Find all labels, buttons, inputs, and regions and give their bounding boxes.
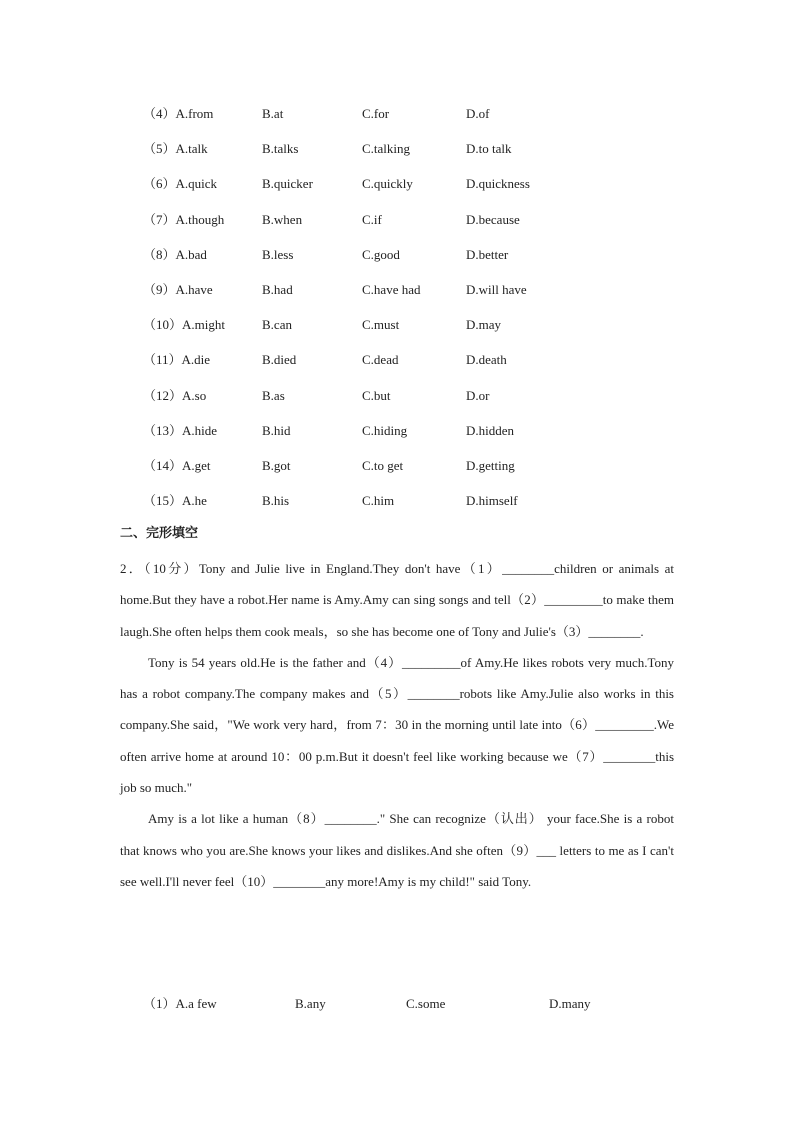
paragraph-1-text: Tony and Julie live in England.They don't have（1）________children or animals at home.But they have a robot.Her name is Amy.Amy can sing songs and tell（2）_________to make them laugh.She often helps them cook meals，so she has become one of Tony and Julie's（3）________. bbox=[120, 561, 674, 639]
option-d: D.may bbox=[466, 317, 502, 333]
cloze-question bbox=[120, 553, 674, 897]
option-a-text: A.so bbox=[182, 387, 207, 403]
option-row bbox=[0, 280, 794, 300]
question-score: （10分） bbox=[144, 561, 199, 576]
option-number: （5） bbox=[143, 141, 176, 157]
option-c: C.good bbox=[362, 246, 400, 262]
option-b: B.talks bbox=[262, 141, 299, 157]
option-row bbox=[0, 350, 794, 370]
option-number: （8） bbox=[143, 246, 176, 262]
option-d: D.death bbox=[466, 352, 507, 368]
paragraph-3: Amy is a lot like a human（8）________." She can recognize（认出） your face.She is a robot that knows who you are.She knows your likes and dislikes.And she often（9）___ letters to me as I can't see well.I'll never feel（10）________any more!Amy is my child!" said Tony. bbox=[120, 811, 674, 889]
option-d: D.quickness bbox=[466, 176, 530, 192]
option-row bbox=[0, 245, 794, 265]
q1-option-d: D.many bbox=[549, 996, 591, 1011]
option-a bbox=[143, 421, 217, 441]
option-row bbox=[0, 104, 794, 124]
option-a bbox=[143, 210, 224, 230]
option-b: B.when bbox=[262, 211, 303, 227]
paragraph-2: Tony is 54 years old.He is the father and（4）_________of Amy.He likes robots very much.Tony has a robot company.The company makes and（5）________robots like Amy.Julie also works in this company.She said，"We work very hard，from 7：30 in the morning until late into（6）_________.We often arrive home at around 10：00 p.m.But it doesn't feel like working because we（7）________this job so much." bbox=[120, 654, 674, 796]
option-b: B.can bbox=[262, 317, 292, 333]
option-a-text: A.bad bbox=[175, 246, 207, 262]
option-b: B.at bbox=[262, 106, 284, 121]
option-d: D.of bbox=[466, 106, 490, 121]
option-number: （9） bbox=[143, 282, 176, 297]
option-number: （4） bbox=[143, 106, 176, 121]
option-d: D.to talk bbox=[466, 141, 512, 157]
option-d: D.or bbox=[466, 387, 490, 403]
option-c: C.to get bbox=[362, 458, 404, 473]
q1-option-a bbox=[143, 994, 217, 1014]
option-row bbox=[0, 456, 794, 476]
option-d: D.hidden bbox=[466, 422, 515, 438]
option-a-text: A.get bbox=[182, 458, 211, 473]
q1-option-b: B.any bbox=[295, 996, 326, 1011]
option-number: （12） bbox=[143, 387, 183, 403]
option-d: D.himself bbox=[466, 493, 518, 509]
paragraph-1 bbox=[120, 553, 674, 647]
option-a bbox=[143, 104, 213, 124]
option-number: （6） bbox=[143, 176, 176, 192]
option-c: C.for bbox=[362, 106, 390, 121]
option-number: （10） bbox=[143, 317, 183, 333]
option-a-text: A.might bbox=[182, 317, 225, 333]
option-a-text: A.though bbox=[175, 211, 225, 227]
option-b: B.hid bbox=[262, 422, 291, 438]
option-a bbox=[143, 245, 207, 265]
option-d: D.better bbox=[466, 246, 509, 262]
option-a bbox=[143, 350, 210, 370]
option-b: B.died bbox=[262, 352, 297, 368]
option-a-text: A.hide bbox=[182, 422, 218, 438]
option-a-text: A.have bbox=[175, 282, 213, 297]
option-number: （14） bbox=[143, 458, 183, 473]
option-number: （7） bbox=[143, 211, 176, 227]
q1-options-row bbox=[0, 994, 794, 1014]
option-a bbox=[143, 386, 206, 406]
option-b: B.his bbox=[262, 493, 290, 509]
option-a bbox=[143, 315, 225, 335]
option-c: C.but bbox=[362, 387, 391, 403]
q1-option-a-text: A.a few bbox=[175, 996, 217, 1011]
section-heading: 二、完形填空 bbox=[120, 526, 199, 541]
option-a bbox=[143, 456, 211, 476]
option-c: C.have had bbox=[362, 282, 421, 297]
option-row bbox=[0, 315, 794, 335]
option-a-text: A.from bbox=[175, 106, 214, 121]
q1-option-c: C.some bbox=[406, 996, 446, 1011]
option-a bbox=[143, 491, 207, 511]
option-d: D.getting bbox=[466, 458, 515, 473]
option-c: C.him bbox=[362, 493, 395, 509]
option-a bbox=[143, 174, 217, 194]
option-number: （15） bbox=[143, 493, 183, 509]
option-c: C.dead bbox=[362, 352, 399, 368]
option-c: C.if bbox=[362, 211, 382, 227]
option-c: C.quickly bbox=[362, 176, 413, 192]
option-row bbox=[0, 174, 794, 194]
option-b: B.had bbox=[262, 282, 293, 297]
option-a-text: A.talk bbox=[175, 141, 208, 157]
option-c: C.must bbox=[362, 317, 400, 333]
option-number: （13） bbox=[143, 422, 183, 438]
q1-number: （1） bbox=[143, 996, 176, 1011]
option-a-text: A.die bbox=[181, 352, 211, 368]
option-number: （11） bbox=[143, 352, 182, 368]
option-row bbox=[0, 139, 794, 159]
option-b: B.as bbox=[262, 387, 285, 403]
option-a-text: A.he bbox=[182, 493, 207, 509]
option-a bbox=[143, 280, 213, 300]
option-c: C.hiding bbox=[362, 422, 408, 438]
option-row bbox=[0, 386, 794, 406]
option-row bbox=[0, 491, 794, 511]
option-a-text: A.quick bbox=[175, 176, 218, 192]
option-a bbox=[143, 139, 208, 159]
option-b: B.less bbox=[262, 246, 294, 262]
option-b: B.got bbox=[262, 458, 291, 473]
option-d: D.will have bbox=[466, 282, 527, 297]
option-row bbox=[0, 421, 794, 441]
option-b: B.quicker bbox=[262, 176, 313, 192]
option-c: C.talking bbox=[362, 141, 411, 157]
option-row bbox=[0, 210, 794, 230]
option-d: D.because bbox=[466, 211, 520, 227]
question-number: 2． bbox=[120, 561, 145, 576]
